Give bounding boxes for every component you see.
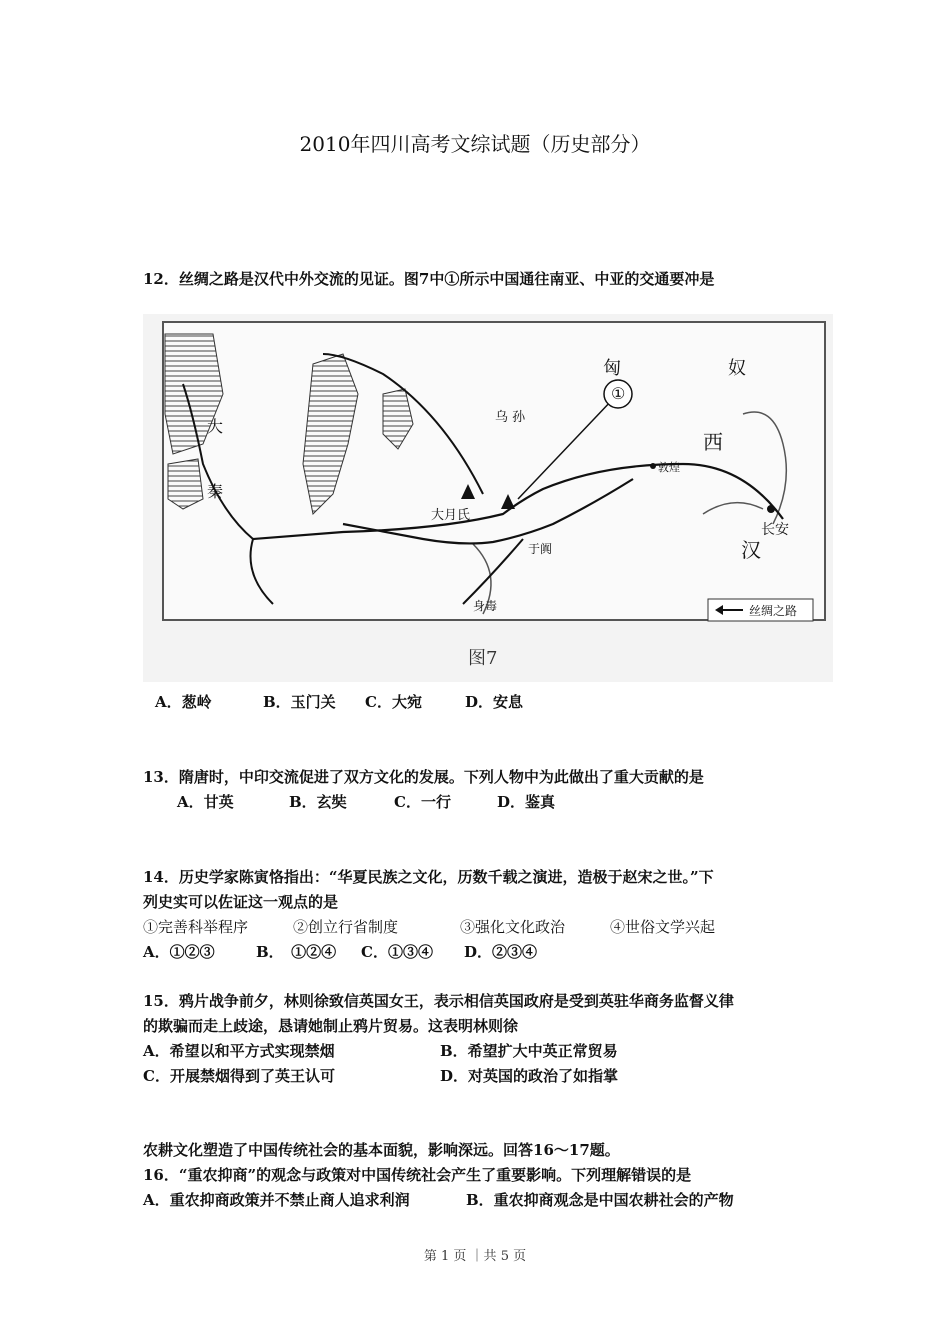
- map-label-han: 汉: [741, 538, 761, 562]
- q12-option-a[interactable]: A．葱岭: [155, 693, 212, 711]
- q13-option-c[interactable]: C．一行: [394, 793, 451, 811]
- map-label-xi: 西: [703, 430, 723, 454]
- q14-item-1: ①完善科举程序: [143, 918, 249, 936]
- map-label-xiongnu-1: 匈: [603, 358, 621, 379]
- question-13-options: [177, 791, 555, 812]
- q14-item-4: ④世俗文学兴起: [610, 918, 716, 936]
- question-14-stem-line-2: 列史实可以佐证这一观点的是: [143, 893, 339, 911]
- map-label-wusun: 乌 孙: [495, 410, 526, 425]
- question-15-stem-line-2: 的欺骗而走上歧途，恳请她制止鸦片贸易。这表明林则徐: [143, 1017, 519, 1035]
- q14-option-c[interactable]: C．①③④: [361, 943, 433, 961]
- q16-option-a[interactable]: A．重农抑商政策并不禁止商人追求利润: [143, 1191, 410, 1209]
- silk-road-map: [143, 314, 833, 682]
- map-label-da: 大: [207, 417, 224, 436]
- question-12-options: [155, 691, 523, 712]
- map-label-yutian: 于阗: [528, 542, 553, 556]
- section-intro: 农耕文化塑造了中国传统社会的基本面貌，影响深远。回答16～17题。: [143, 1141, 620, 1159]
- map-caption: 图7: [468, 648, 498, 669]
- question-12-stem: 12．丝绸之路是汉代中外交流的见证。图7中①所示中国通往南亚、中亚的交通要冲是: [143, 270, 715, 288]
- q14-item-3: ③强化文化政治: [460, 918, 566, 936]
- q15-option-b[interactable]: B．希望扩大中英正常贸易: [440, 1042, 618, 1060]
- question-15-options-row-2: [143, 1065, 618, 1086]
- q12-option-d[interactable]: D．安息: [465, 693, 524, 711]
- q12-option-b[interactable]: B．玉门关: [263, 693, 336, 711]
- question-13-stem: 13．隋唐时，中印交流促进了双方文化的发展。下列人物中为此做出了重大贡献的是: [143, 768, 704, 786]
- question-14-items: [143, 916, 715, 937]
- question-16-stem: 16．“重农抑商”的观念与政策对中国传统社会产生了重要影响。下列理解错误的是: [143, 1166, 692, 1184]
- q14-option-d[interactable]: D．②③④: [464, 943, 538, 961]
- map-label-dayuezhi: 大月氏: [431, 508, 471, 523]
- q12-option-c[interactable]: C．大宛: [365, 693, 422, 711]
- map-marker-1: ①: [611, 384, 626, 403]
- question-14-options: [143, 941, 537, 962]
- map-label-qin: 秦: [207, 482, 224, 501]
- question-15-stem-line-1: 15．鸦片战争前夕，林则徐致信英国女王，表示相信英国政府是受到英驻华商务监督义律: [143, 992, 734, 1010]
- question-16-options: [143, 1189, 734, 1210]
- q14-option-b[interactable]: B． ①②④: [256, 943, 337, 961]
- q13-option-b[interactable]: B．玄奘: [289, 793, 347, 811]
- q16-option-b[interactable]: B．重农抑商观念是中国农耕社会的产物: [466, 1191, 734, 1209]
- map-label-dunhuang: 敦煌: [658, 461, 680, 474]
- question-14-stem-line-1: 14．历史学家陈寅恪指出：“华夏民族之文化，历数千载之演进，造极于赵宋之世。”下: [143, 868, 714, 886]
- page-footer: 第 1 页 ｜共 5 页: [423, 1249, 527, 1264]
- q15-option-d[interactable]: D．对英国的政治了如指掌: [440, 1067, 619, 1085]
- q14-option-a[interactable]: A．①②③: [143, 943, 215, 961]
- q13-option-d[interactable]: D．鉴真: [497, 793, 556, 811]
- map-label-xiongnu-2: 奴: [728, 358, 746, 379]
- q14-item-2: ②创立行省制度: [293, 918, 399, 936]
- map-label-changan: 长安: [761, 522, 789, 538]
- page-title: 2010年四川高考文综试题（历史部分）: [299, 132, 651, 156]
- q15-option-a[interactable]: A．希望以和平方式实现禁烟: [143, 1042, 335, 1060]
- q15-option-c[interactable]: C．开展禁烟得到了英王认可: [143, 1067, 335, 1085]
- map-label-shendu: 身毒: [473, 599, 498, 613]
- map-legend-label: 丝绸之路: [749, 604, 798, 618]
- q13-option-a[interactable]: A．甘英: [177, 793, 234, 811]
- question-15-options-row-1: [143, 1040, 618, 1061]
